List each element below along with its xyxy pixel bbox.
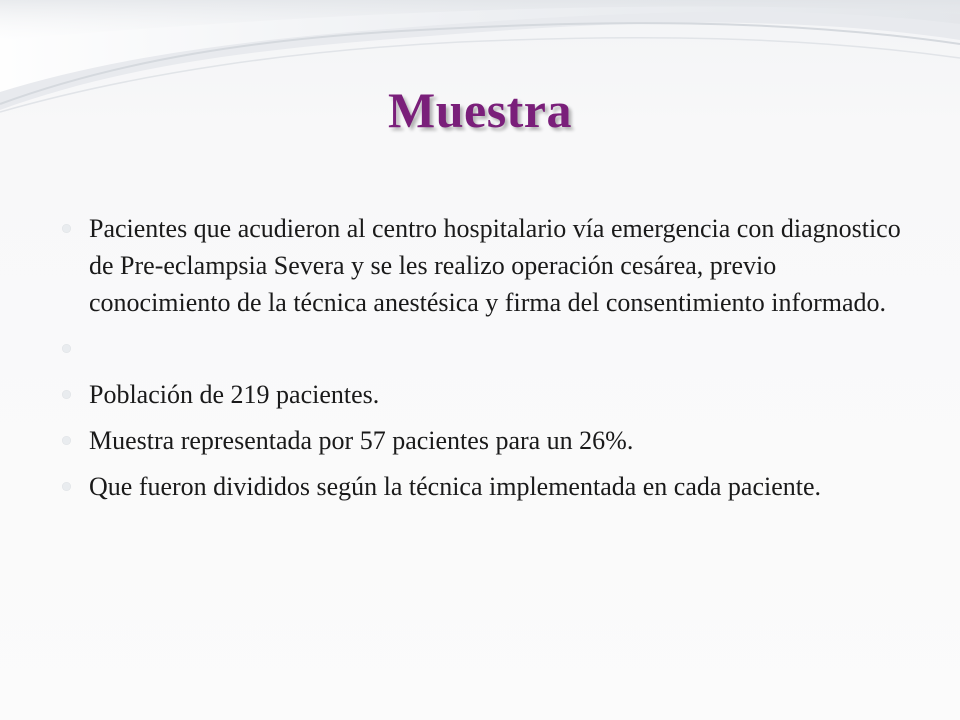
bullet-text: Pacientes que acudieron al centro hospitalario vía emergencia con diagnostico de Pre-eclampsia Severa y se les realizo operación cesárea, previo conocimiento de la técnica anestésica y firma del consentimiento informado. [89, 214, 901, 317]
bullet-dot-icon [62, 482, 71, 491]
bullet-dot-icon [62, 390, 71, 399]
slide-title: Muestra [388, 82, 572, 138]
bullet-item [60, 210, 920, 321]
bullet-dot-icon [62, 224, 71, 233]
bullet-item [60, 468, 920, 505]
bullet-text: Que fueron divididos según la técnica implementada en cada paciente. [89, 472, 822, 501]
bullet-text: Población de 219 pacientes. [89, 380, 380, 409]
bullet-dot-icon [62, 344, 71, 353]
bullet-text: Muestra representada por 57 pacientes para un 26%. [89, 426, 634, 455]
bullet-item [60, 422, 920, 459]
bullet-dot-icon [62, 436, 71, 445]
bullet-item-empty [60, 330, 920, 367]
bullet-list [60, 210, 920, 514]
bullet-item [60, 376, 920, 413]
